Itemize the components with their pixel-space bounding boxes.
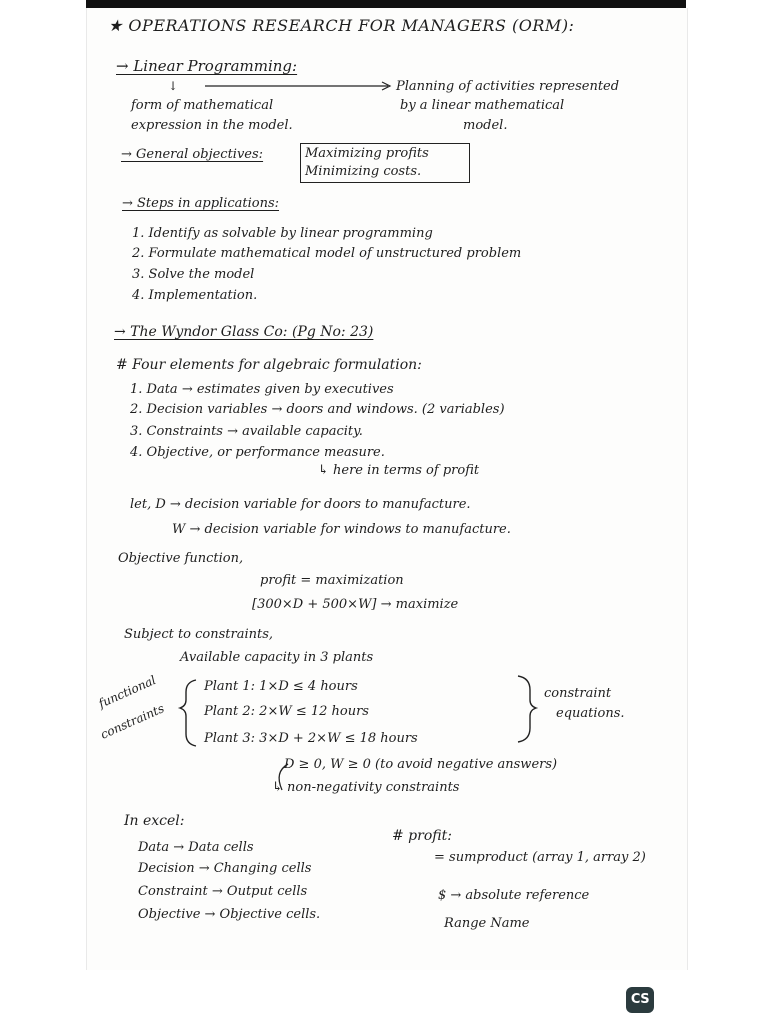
lp-right-note-3: model. [463, 118, 508, 133]
objectives-label: → General objectives: [121, 147, 264, 162]
plant-2-constraint: Plant 2: 2×W ≤ 12 hours [204, 704, 369, 719]
steps-heading: → Steps in applications: [122, 196, 280, 211]
excel-item: Decision → Changing cells [138, 861, 312, 876]
objective-fn-line-2: [300×D + 500×W] → maximize [252, 597, 459, 612]
lp-left-note-2: expression in the model. [131, 118, 293, 133]
side-label-2: constraints [98, 701, 167, 742]
plant-3-constraint: Plant 3: 3×D + 2×W ≤ 18 hours [204, 731, 418, 746]
lp-left-note-1: form of mathematical [131, 98, 274, 113]
side-label-1: functional [96, 673, 159, 711]
profit-range-name: Range Name [444, 916, 530, 931]
let-line-1: let, D → decision variable for doors to manufacture. [130, 497, 471, 512]
plant-1-constraint: Plant 1: 1×D ≤ 4 hours [204, 679, 358, 694]
left-brace [180, 680, 196, 746]
objective-item-2: Minimizing costs. [305, 164, 422, 179]
step-item: 1. Identify as solvable by linear programming [132, 226, 433, 241]
four-elements-heading: # Four elements for algebraic formulation: [116, 357, 422, 373]
element-item: 1. Data → estimates given by executives [130, 382, 394, 397]
objective-fn-label: Objective function, [118, 551, 244, 566]
nonneg-bracket [279, 764, 288, 790]
lp-heading: → Linear Programming: [116, 57, 298, 75]
constraint-equations-2: equations. [556, 706, 625, 721]
let-line-2: W → decision variable for windows to manufacture. [172, 522, 511, 537]
excel-item: Objective → Objective cells. [138, 907, 321, 922]
page-title: ★ OPERATIONS RESEARCH FOR MANAGERS (ORM): [108, 16, 575, 35]
excel-item: Constraint → Output cells [138, 884, 308, 899]
element-item: 3. Constraints → available capacity. [130, 424, 363, 439]
lp-right-note-2: by a linear mathematical [400, 98, 565, 113]
profit-formula: = sumproduct (array 1, array 2) [434, 850, 646, 865]
excel-item: Data → Data cells [138, 840, 254, 855]
profit-dollar-note: $ → absolute reference [438, 888, 590, 903]
element-item: 2. Decision variables → doors and windows. (2 variables) [130, 402, 505, 417]
profit-heading: # profit: [392, 828, 452, 844]
lp-right-note-1: Planning of activities represented [396, 79, 620, 94]
nonnegativity-1: D ≥ 0, W ≥ 0 (to avoid negative answers) [284, 757, 558, 772]
camscanner-badge: CS [626, 987, 654, 1013]
step-item: 2. Formulate mathematical model of unstructured problem [132, 246, 522, 261]
right-brace [518, 676, 536, 742]
step-item: 4. Implementation. [132, 288, 258, 303]
step-item: 3. Solve the model [132, 267, 255, 282]
element-note: ↳ here in terms of profit [318, 463, 480, 478]
constraints-label: Subject to constraints, [124, 627, 274, 642]
constraint-equations-1: constraint [544, 686, 612, 701]
constraints-sub: Available capacity in 3 plants [180, 650, 374, 665]
down-arrow-icon: ↓ [168, 79, 179, 93]
excel-heading: In excel: [124, 813, 185, 829]
nonnegativity-2: ↳ non-negativity constraints [272, 780, 460, 795]
objective-item-1: Maximizing profits [305, 146, 429, 161]
element-item: 4. Objective, or performance measure. [130, 445, 385, 460]
objective-fn-line-1: profit = maximization [260, 573, 404, 588]
wyndor-heading: → The Wyndor Glass Co: (Pg No: 23) [114, 324, 374, 340]
